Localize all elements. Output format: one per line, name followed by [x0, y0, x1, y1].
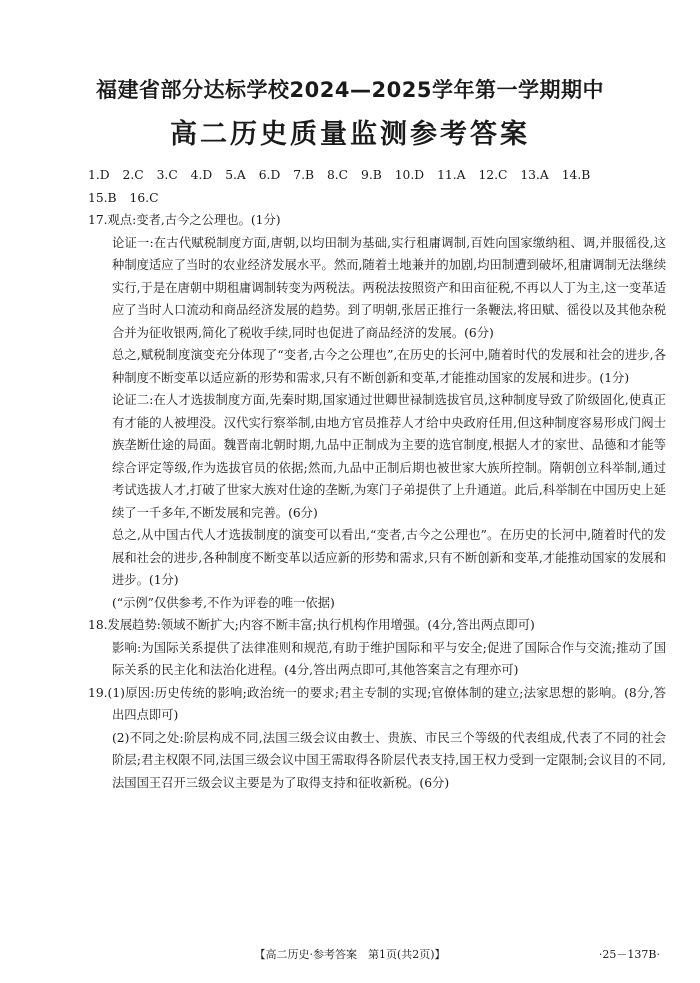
mc-answer: 1.D	[88, 168, 110, 182]
mc-answer: 6.D	[258, 168, 281, 182]
footer-code: ·25－137B·	[598, 948, 660, 961]
mc-answer: 9.B	[361, 168, 382, 182]
mc-answer: 11.A	[437, 168, 466, 182]
mc-answer: 13.A	[520, 168, 549, 182]
mc-answer: 4.D	[190, 168, 213, 182]
mc-answer: 8.C	[326, 168, 349, 182]
q19-part-1: 19.(1)原因:历史传统的影响;政治统一的要求;君主专制的实现;官僚体制的建立;法家思想的影响。(8分,答出四点即可)	[88, 685, 666, 722]
page-footer	[0, 946, 700, 966]
mc-answer: 15.B	[88, 190, 117, 205]
mc-answers-row-1	[88, 164, 666, 187]
mc-answer: 5.A	[225, 168, 246, 182]
mc-answer: 7.B	[293, 168, 315, 182]
answer-key-title: 高二历史质量监测参考答案	[170, 119, 530, 150]
answer-content	[88, 164, 666, 794]
q17-note: (“示例”仅供参考,不作为评卷的唯一依据)	[112, 595, 335, 610]
mc-answers-row-2	[88, 187, 666, 210]
exam-title: 福建省部分达标学校2024—2025学年第一学期期中	[96, 78, 604, 102]
q18-impact: 影响:为国际关系提供了法律准则和规范,有助于维护国际和平与安全;促进了国际合作与交流;推动了国际关系的民主化和法治化进程。(4分,答出两点即可,其他答案言之有理亦可)	[112, 640, 666, 677]
q17-summary-2: 总之,从中国古代人才选拔制度的演变可以看出,“变者,古今之公理也”。在历史的长河中,随着时代的发展和社会的进步,各种制度不断变革以适应新的形势和需求,只有不断创新和变革,才能推动国家的发展和进步。(1分)	[112, 528, 666, 587]
mc-answer: 10.D	[394, 168, 425, 182]
mc-answer: 14.B	[561, 168, 591, 182]
q18-trend: 18.发展趋势:领域不断扩大;内容不断丰富;执行机构作用增强。(4分,答出两点即可)	[88, 618, 535, 632]
q17-viewpoint: 17.观点:变者,古今之公理也。(1分)	[88, 213, 281, 227]
mc-answer: 12.C	[478, 168, 508, 182]
mc-answer: 3.C	[156, 168, 178, 182]
q17-summary-1: 总之,赋税制度演变充分体现了“变者,古今之公理也”,在历史的长河中,随着时代的发展和社会的进步,各种制度不断变革以适应新的形势和需求,只有不断创新和变革,才能推动国家的发展和进步。(1分)	[112, 348, 666, 385]
q17-argument-2: 论证二:在人才选拔制度方面,先秦时期,国家通过世卿世禄制选拔官员,这种制度导致了阶级固化,使真正有才能的人被埋没。汉代实行察举制,由地方官员推荐人才给中央政府任用,但这种制度容易形成门阀士族垄断仕途的局面。魏晋南北朝时期,九品中正制成为主要的选官制度,根据人才的家世、品德和才能等综合评定等级,作为选拔官员的依据;然而,九品中正制后期也被世家大族所控制。隋朝创立科举制,通过考试选拔人才,打破了世家大族对仕途的垄断,为寒门子弟提供了上升通道。此后,科举制在中国历史上延续了一千多年,不断发展和完善。(6分)	[112, 393, 666, 520]
q17-argument-1: 论证一:在古代赋税制度方面,唐朝,以均田制为基础,实行租庸调制,百姓向国家缴纳租、调,并服徭役,这种制度适应了当时的农业经济发展水平。然而,随着土地兼并的加剧,均田制遭到破坏,租庸调制无法继续实行,于是在唐朝中期租庸调制转变为两税法。两税法按照资产和田亩征税,不再以人丁为主,这一变革适应了当时人口流动和商品经济发展的趋势。到了明朝,张居正推行一条鞭法,将田赋、徭役以及其他杂税合并为征收银两,简化了税收手续,同时也促进了商品经济的发展。(6分)	[112, 235, 666, 340]
q19-part-2: (2)不同之处:阶层构成不同,法国三级会议由教士、贵族、市民三个等级的代表组成,代表了不同的社会阶层;君主权限不同,法国三级会议中国王需取得各阶层代表支持,国王权力受到一定限制;会议目的不同,法国国王召开三级会议主要是为了取得支持和征收新税。(6分)	[112, 730, 666, 790]
footer-page-info: 【高二历史·参考答案 第1页(共2页)】	[254, 948, 446, 961]
mc-answer: 16.C	[129, 190, 159, 205]
mc-answer: 2.C	[122, 168, 144, 182]
